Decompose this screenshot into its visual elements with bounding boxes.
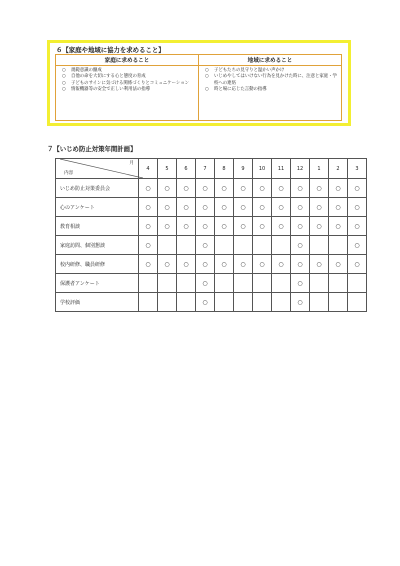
month-header: 6 [177,159,196,179]
scheduled-circle-mark: ○ [291,255,310,274]
month-header: 2 [329,159,348,179]
empty-cell [272,293,291,312]
scheduled-circle-mark: ○ [272,179,291,198]
empty-cell [139,293,158,312]
scheduled-circle-mark: ○ [139,255,158,274]
empty-cell [177,293,196,312]
scheduled-circle-mark: ○ [196,293,215,312]
table-row [56,274,367,293]
month-header: 3 [348,159,367,179]
empty-cell [253,274,272,293]
home-heading: 家庭に求めること [56,56,198,66]
empty-cell [234,236,253,255]
request-item [62,87,194,93]
empty-cell [348,293,367,312]
scheduled-circle-mark: ○ [234,255,253,274]
scheduled-circle-mark: ○ [348,217,367,236]
activity-label: いじめ防止対策委員会 [56,179,139,198]
request-item [205,74,337,87]
empty-cell [329,274,348,293]
empty-cell [272,236,291,255]
home-items [62,68,194,93]
scheduled-circle-mark: ○ [158,179,177,198]
scheduled-circle-mark: ○ [177,255,196,274]
empty-cell [215,236,234,255]
scheduled-circle-mark: ○ [291,198,310,217]
bullet-circle-icon: ○ [62,74,66,80]
month-header: 11 [272,159,291,179]
scheduled-circle-mark: ○ [253,217,272,236]
empty-cell [234,274,253,293]
request-item-text: 自他の命を大切にする心と態度の育成 [71,74,146,80]
plan-header-row [56,159,367,179]
request-item-text: 情報機器等の安全で正しい利用法の指導 [71,86,151,92]
scheduled-circle-mark: ○ [329,217,348,236]
scheduled-circle-mark: ○ [215,198,234,217]
scheduled-circle-mark: ○ [196,255,215,274]
bullet-circle-icon: ○ [205,68,209,73]
scheduled-circle-mark: ○ [139,217,158,236]
scheduled-circle-mark: ○ [234,198,253,217]
request-item-text: 子どものサインに気づける関係づくりとコミュニケーション [71,80,189,86]
section-6-box [47,40,351,126]
community-heading: 地域に求めること [199,56,341,66]
month-header: 5 [158,159,177,179]
empty-cell [348,274,367,293]
activity-label: 保護者アンケート [56,274,139,293]
empty-cell [310,293,329,312]
month-header: 10 [253,159,272,179]
empty-cell [310,274,329,293]
scheduled-circle-mark: ○ [158,255,177,274]
month-header: 4 [139,159,158,179]
scheduled-circle-mark: ○ [158,198,177,217]
table-row [56,236,367,255]
request-item-text: 時と場に応じた言動の指導 [214,86,267,92]
activity-label: 教育相談 [56,217,139,236]
empty-cell [215,293,234,312]
scheduled-circle-mark: ○ [234,179,253,198]
month-header: 8 [215,159,234,179]
scheduled-circle-mark: ○ [310,255,329,274]
empty-cell [329,236,348,255]
section-7-title: ７【いじめ防止対策年間計画】 [47,145,137,153]
empty-cell [253,293,272,312]
empty-cell [272,274,291,293]
bullet-circle-icon: ○ [62,68,66,73]
scheduled-circle-mark: ○ [272,217,291,236]
scheduled-circle-mark: ○ [139,236,158,255]
empty-cell [177,274,196,293]
empty-cell [158,293,177,312]
content-axis-label: 内容 [64,171,74,176]
month-header: 12 [291,159,310,179]
activity-label: 学校評価 [56,293,139,312]
table-row [56,293,367,312]
scheduled-circle-mark: ○ [177,198,196,217]
scheduled-circle-mark: ○ [329,198,348,217]
activity-label: 心のアンケート [56,198,139,217]
scheduled-circle-mark: ○ [139,198,158,217]
month-header: 1 [310,159,329,179]
request-item-text: 規範意識の醸成 [71,68,102,73]
scheduled-circle-mark: ○ [348,198,367,217]
scheduled-circle-mark: ○ [196,236,215,255]
scheduled-circle-mark: ○ [253,179,272,198]
request-item-text: 子どもたちの見守りと温かい声かけ [214,68,285,73]
empty-cell [215,274,234,293]
empty-cell [158,236,177,255]
bullet-circle-icon: ○ [62,86,66,92]
scheduled-circle-mark: ○ [272,198,291,217]
table-row [56,255,367,274]
scheduled-circle-mark: ○ [215,217,234,236]
scheduled-circle-mark: ○ [177,179,196,198]
plan-body [56,179,367,312]
empty-cell [310,236,329,255]
scheduled-circle-mark: ○ [196,198,215,217]
month-axis-label: 月 [129,161,134,166]
scheduled-circle-mark: ○ [234,217,253,236]
scheduled-circle-mark: ○ [348,236,367,255]
scheduled-circle-mark: ○ [291,293,310,312]
scheduled-circle-mark: ○ [348,255,367,274]
request-item [205,87,337,93]
scheduled-circle-mark: ○ [215,255,234,274]
table-row [56,179,367,198]
scheduled-circle-mark: ○ [196,179,215,198]
empty-cell [158,274,177,293]
scheduled-circle-mark: ○ [291,179,310,198]
scheduled-circle-mark: ○ [177,217,196,236]
empty-cell [139,274,158,293]
scheduled-circle-mark: ○ [310,179,329,198]
table-row [56,198,367,217]
scheduled-circle-mark: ○ [253,198,272,217]
scheduled-circle-mark: ○ [158,217,177,236]
empty-cell [329,293,348,312]
scheduled-circle-mark: ○ [348,179,367,198]
scheduled-circle-mark: ○ [291,274,310,293]
scheduled-circle-mark: ○ [215,179,234,198]
scheduled-circle-mark: ○ [196,217,215,236]
scheduled-circle-mark: ○ [329,179,348,198]
cooperation-table [55,54,342,121]
header-corner-cell [56,159,139,179]
bullet-circle-icon: ○ [205,86,209,92]
scheduled-circle-mark: ○ [196,274,215,293]
month-header: 9 [234,159,253,179]
activity-label: 校内研修、職員研修 [56,255,139,274]
bullet-circle-icon: ○ [62,80,66,86]
month-header: 7 [196,159,215,179]
empty-cell [253,236,272,255]
scheduled-circle-mark: ○ [253,255,272,274]
scheduled-circle-mark: ○ [329,255,348,274]
empty-cell [234,293,253,312]
scheduled-circle-mark: ○ [139,179,158,198]
home-column [56,55,199,120]
annual-plan-table [55,158,367,312]
scheduled-circle-mark: ○ [291,236,310,255]
scheduled-circle-mark: ○ [310,217,329,236]
bullet-circle-icon: ○ [205,74,209,80]
request-item-text: いじめやしてはいけない行為を見かけた時に、注意と家庭・学校への連絡 [214,74,337,86]
community-items [205,68,337,93]
scheduled-circle-mark: ○ [272,255,291,274]
community-column [199,55,341,120]
empty-cell [177,236,196,255]
scheduled-circle-mark: ○ [291,217,310,236]
scheduled-circle-mark: ○ [310,198,329,217]
activity-label: 家庭訪問、個別懇談 [56,236,139,255]
table-row [56,217,367,236]
section-6-title: ６【家庭や地域に協力を求めること】 [56,46,165,54]
